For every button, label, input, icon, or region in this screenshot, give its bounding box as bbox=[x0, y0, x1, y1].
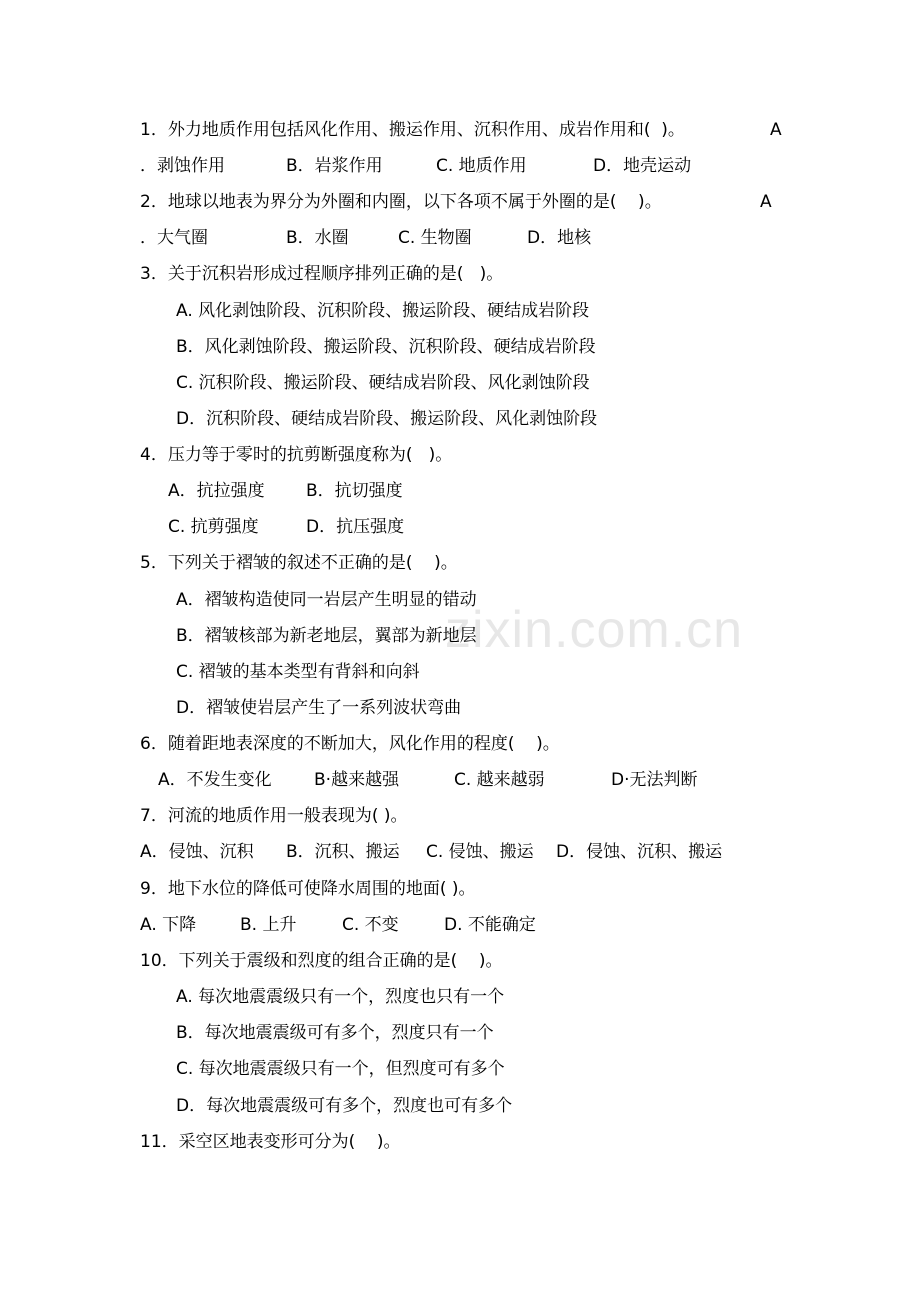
question-5-option-d-line bbox=[0, 698, 462, 738]
question-2-option-a-letter: A bbox=[760, 192, 772, 212]
question-9-option-c: C. 不变 bbox=[342, 915, 399, 935]
question-1-stem: 1．外力地质作用包括风化作用、搬运作用、沉积作用、成岩作用和( )。 bbox=[140, 120, 685, 140]
question-5-option-b: B．褶皱核部为新老地层，翼部为新地层 bbox=[176, 626, 477, 646]
question-3-option-d-line bbox=[0, 409, 598, 449]
watermark: zixin.com.cn bbox=[445, 601, 744, 659]
question-9-option-a: A. 下降 bbox=[140, 915, 197, 935]
question-1-option-a-letter: A bbox=[770, 120, 782, 140]
question-3-stem-line bbox=[0, 264, 504, 304]
question-3-option-a-line bbox=[0, 301, 590, 341]
question-4-stem-line bbox=[0, 445, 453, 485]
question-3-option-d: D．沉积阶段、硬结成岩阶段、搬运阶段、风化剥蚀阶段 bbox=[176, 409, 598, 429]
question-2-stem: 2．地球以地表为界分为外圈和内圈，以下各项不属于外圈的是( )。 bbox=[140, 192, 662, 212]
question-6-option-a: A．不发生变化 bbox=[158, 770, 272, 790]
question-10-option-c-line bbox=[0, 1059, 505, 1099]
question-7-option-c: C. 侵蚀、搬运 bbox=[426, 842, 534, 862]
question-9-option-d: D. 不能确定 bbox=[444, 915, 536, 935]
question-10-option-a-line bbox=[0, 987, 505, 1027]
question-11-stem-line bbox=[0, 1132, 401, 1172]
question-5-option-b-line bbox=[0, 626, 477, 666]
question-3-option-c: C. 沉积阶段、搬运阶段、硬结成岩阶段、风化剥蚀阶段 bbox=[176, 373, 590, 393]
question-1-option-a: ．剥蚀作用 bbox=[140, 156, 225, 176]
question-4-option-c: C. 抗剪强度 bbox=[168, 517, 259, 537]
question-7-option-b: B．沉积、搬运 bbox=[286, 842, 400, 862]
question-3-option-b: B．风化剥蚀阶段、搬运阶段、沉积阶段、硬结成岩阶段 bbox=[176, 337, 596, 357]
question-3-stem: 3．关于沉积岩形成过程顺序排列正确的是( )。 bbox=[140, 264, 504, 284]
question-10-option-d-line bbox=[0, 1096, 513, 1136]
question-3-option-b-line bbox=[0, 337, 596, 377]
question-5-option-a: A．褶皱构造使同一岩层产生明显的错动 bbox=[176, 590, 477, 610]
question-1-option-c: C. 地质作用 bbox=[436, 156, 527, 176]
question-2-option-d: D．地核 bbox=[527, 228, 592, 248]
question-4-option-b: B．抗切强度 bbox=[306, 481, 403, 501]
question-7-stem-line bbox=[0, 806, 408, 846]
question-1-option-d: D．地壳运动 bbox=[593, 156, 692, 176]
question-6-stem: 6．随着距地表深度的不断加大，风化作用的程度( )。 bbox=[140, 734, 560, 754]
question-1-option-b: B．岩浆作用 bbox=[286, 156, 383, 176]
question-9-stem-line bbox=[0, 879, 476, 919]
question-5-stem: 5．下列关于褶皱的叙述不正确的是( )。 bbox=[140, 553, 458, 573]
question-7-option-a: A．侵蚀、沉积 bbox=[140, 842, 254, 862]
question-2-option-b: B．水圈 bbox=[286, 228, 349, 248]
question-11-stem: 11．采空区地表变形可分为( )。 bbox=[140, 1132, 401, 1152]
question-3-option-c-line bbox=[0, 373, 590, 413]
question-9-option-b: B. 上升 bbox=[240, 915, 297, 935]
question-6-option-b: B·越来越强 bbox=[314, 770, 400, 790]
question-10-option-c: C. 每次地震震级只有一个，但烈度可有多个 bbox=[176, 1059, 505, 1079]
question-5-option-c: C. 褶皱的基本类型有背斜和向斜 bbox=[176, 662, 420, 682]
question-6-stem-line bbox=[0, 734, 560, 774]
question-6-option-c: C. 越来越弱 bbox=[454, 770, 545, 790]
question-3-option-a: A. 风化剥蚀阶段、沉积阶段、搬运阶段、硬结成岩阶段 bbox=[176, 301, 590, 321]
question-4-option-a: A．抗拉强度 bbox=[168, 481, 265, 501]
question-7-option-d: D．侵蚀、沉积、搬运 bbox=[556, 842, 723, 862]
question-10-option-d: D．每次地震震级可有多个，烈度也可有多个 bbox=[176, 1096, 513, 1116]
question-10-stem: 10．下列关于震级和烈度的组合正确的是( )。 bbox=[140, 951, 503, 971]
question-6-option-d: D·无法判断 bbox=[611, 770, 698, 790]
question-5-option-c-line bbox=[0, 662, 420, 702]
question-5-option-a-line bbox=[0, 590, 477, 630]
question-5-option-d: D．褶皱使岩层产生了一系列波状弯曲 bbox=[176, 698, 462, 718]
question-10-option-b-line bbox=[0, 1023, 494, 1063]
question-2-option-a: ．大气圈 bbox=[140, 228, 208, 248]
question-5-stem-line bbox=[0, 553, 458, 593]
question-9-stem: 9．地下水位的降低可使降水周围的地面( )。 bbox=[140, 879, 476, 899]
question-4-option-d: D．抗压强度 bbox=[306, 517, 405, 537]
question-10-stem-line bbox=[0, 951, 503, 991]
question-10-option-a: A. 每次地震震级只有一个，烈度也只有一个 bbox=[176, 987, 505, 1007]
question-7-stem: 7．河流的地质作用一般表现为( )。 bbox=[140, 806, 408, 826]
question-2-option-c: C. 生物圈 bbox=[398, 228, 472, 248]
question-4-stem: 4．压力等于零时的抗剪断强度称为( )。 bbox=[140, 445, 453, 465]
question-10-option-b: B．每次地震震级可有多个，烈度只有一个 bbox=[176, 1023, 494, 1043]
